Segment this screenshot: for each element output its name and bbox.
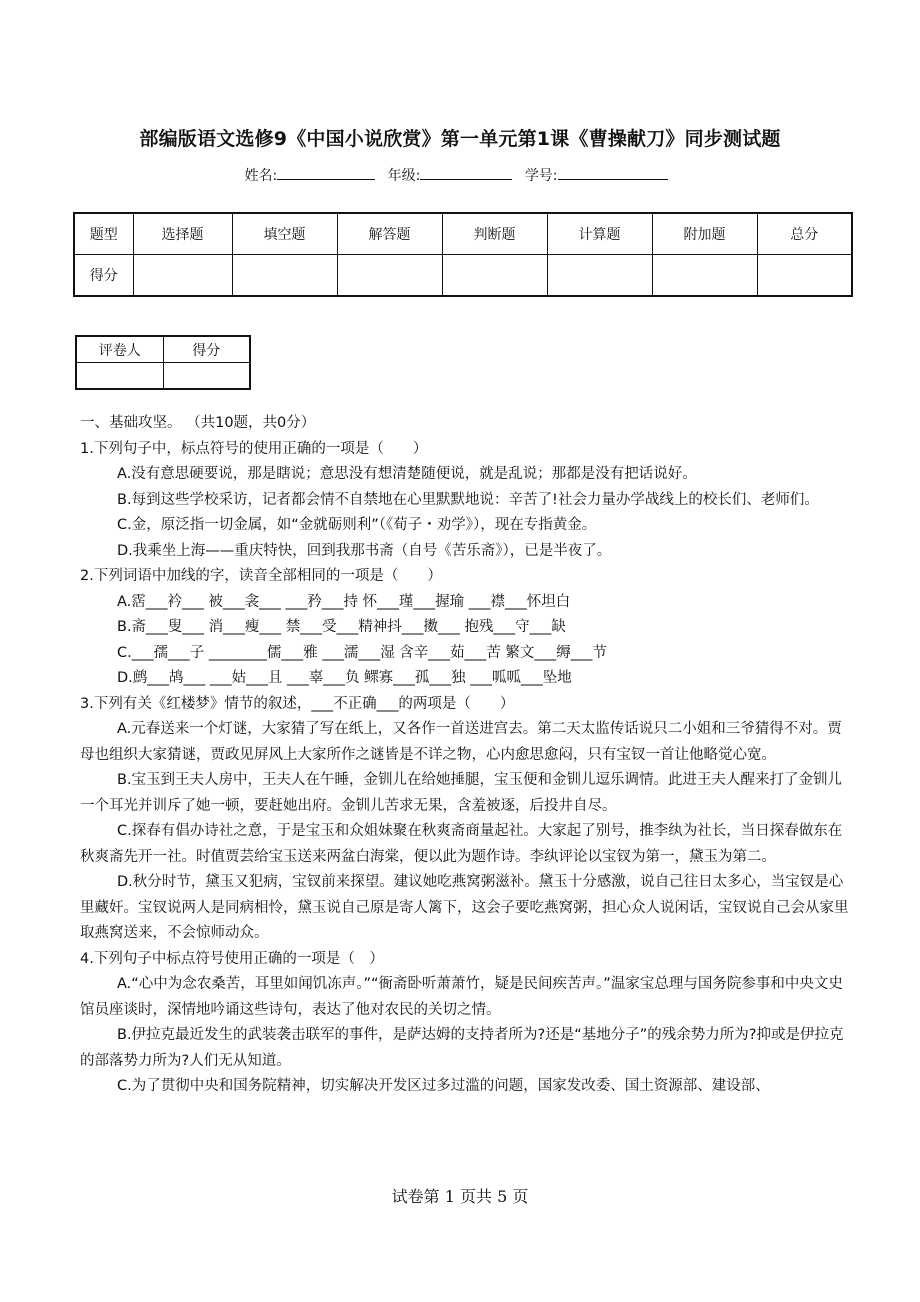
- student-info: [0, 165, 920, 185]
- grade-field[interactable]: [420, 178, 512, 180]
- grader-cell[interactable]: [76, 363, 163, 390]
- id-field[interactable]: [558, 178, 668, 180]
- grader-input-row: [76, 363, 250, 390]
- score-header-cell: 填空题: [232, 213, 337, 255]
- score-header-cell: 解答题: [337, 213, 442, 255]
- option-text: C.为了贯彻中央和国务院精神，切实解决开发区过多过滥的问题，国家发改委、国土资源部、建设部、: [117, 1078, 770, 1094]
- option-text: B.伊拉克最近发生的武装袭击联军的事件，是萨达姆的支持者所为?还是“基地分子”的残余势力所为?抑或是伊拉克的部落势力所为?人们无从知道。: [80, 1027, 844, 1069]
- grader-header-cell: 得分: [163, 336, 250, 363]
- score-table: [73, 212, 853, 297]
- question-text: 3.下列有关《红楼梦》情节的叙述，___不正确___的两项是（ ）: [80, 695, 515, 712]
- question-text: 1.下列句子中，标点符号的使用正确的一项是（ ）: [80, 440, 428, 457]
- name-label: 姓名:: [244, 168, 278, 184]
- score-cell[interactable]: [757, 255, 852, 297]
- score-cell[interactable]: [547, 255, 652, 297]
- question-text: 2.下列词语中加线的字，读音全部相同的一项是（ ）: [80, 568, 442, 584]
- option-text: A.元春送来一个灯谜，大家猜了写在纸上，又各作一首送进宫去。第二天太监传话说只二小姐和三爷猜得不对。贾母也组织大家猜谜，贾政见屏风上大家所作之谜皆是不详之物，心内愈思愈闷，只有宝钗一首让他略觉心宽。: [80, 721, 842, 763]
- option-text: A.没有意思硬要说，那是瞎说；意思没有想清楚随便说，就是乱说；那都是没有把话说好。: [117, 466, 697, 482]
- score-cell[interactable]: [232, 255, 337, 297]
- score-cell[interactable]: [442, 255, 547, 297]
- score-row-label: 得分: [74, 255, 133, 297]
- score-header-cell: 判断题: [442, 213, 547, 255]
- score-header-cell: 题型: [74, 213, 133, 255]
- grader-cell[interactable]: [163, 363, 250, 390]
- section-heading: 一、基础攻坚。 （共10题，共0分）: [80, 415, 316, 431]
- score-cell[interactable]: [652, 255, 757, 297]
- page-title: 部编版语文选修9《中国小说欣赏》第一单元第1课《曹操献刀》同步测试题: [139, 128, 781, 150]
- grader-header-row: [76, 336, 250, 363]
- grade-label: 年级:: [387, 168, 421, 184]
- score-cell[interactable]: [133, 255, 232, 297]
- question-text: 4.下列句子中标点符号使用正确的一项是（ ）: [80, 950, 384, 967]
- option-text: B.每到这些学校采访，记者都会情不自禁地在心里默默地说：辛苦了!社会力量办学战线上的校长们、老师们。: [117, 491, 819, 508]
- id-label: 学号:: [524, 168, 558, 184]
- score-header-cell: 总分: [757, 213, 852, 255]
- option-text: D.秋分时节，黛玉又犯病，宝钗前来探望。建议她吃燕窝粥滋补。黛玉十分感激，说自己往日太多心，当宝钗是心里藏奸。宝钗说两人是同病相怜，黛玉说自己原是寄人篱下，这会子要吃燕窝粥，担心众人说闲话，宝钗说自己会从家里取燕窝送来，不会惊师动众。: [80, 874, 849, 941]
- score-cell[interactable]: [337, 255, 442, 297]
- score-table-score-row: [74, 255, 852, 297]
- option-text: C.金，原泛指一切金属，如“金就砺则利”（《荀子・劝学》），现在专指黄金。: [117, 517, 597, 533]
- name-field[interactable]: [277, 178, 375, 180]
- score-header-cell: 计算题: [547, 213, 652, 255]
- option-text: B.宝玉到王夫人房中，王夫人在午睡，金钏儿在给她捶腿，宝玉便和金钏儿逗乐调情。此进王夫人醒来打了金钏儿一个耳光并训斥了她一顿，要赶她出府。金钏儿苦求无果，含羞被逐，后投井自尽。: [80, 772, 843, 814]
- grader-table: [75, 335, 251, 390]
- option-text: A.“心中为念农桑苦，耳里如闻饥冻声。”“衙斋卧听萧萧竹，疑是民间疾苦声。”温家宝总理与国务院参事和中央文史馆员座谈时，深情地吟诵这些诗句，表达了他对农民的关切之情。: [80, 976, 843, 1018]
- option-text: C.探春有倡办诗社之意，于是宝玉和众姐妹聚在秋爽斋商量起社。大家起了别号，推李纨为社长，当日探春做东在秋爽斋先开一社。时值贾芸给宝玉送来两盆白海棠，便以此为题作诗。李纨评论以宝钗为第一，黛玉为第二。: [80, 823, 843, 865]
- score-table-header-row: [74, 213, 852, 255]
- option-text: D.鹧___鸪___ ___姑___且 ___辜___负 鳏寡___孤___独 ___呱呱___坠地: [117, 670, 572, 686]
- question-body: [80, 411, 850, 1100]
- grader-header-cell: 评卷人: [76, 336, 163, 363]
- score-header-cell: 选择题: [133, 213, 232, 255]
- page-footer: 试卷第 1 页共 5 页: [391, 1187, 529, 1206]
- option-text: A.霑___衿___ 被___衾___ ___矜___持 怀___瑾___握瑜 ___襟___怀坦白: [117, 593, 571, 610]
- score-header-cell: 附加题: [652, 213, 757, 255]
- option-text: B.斋___叟___ 消___瘦___ 禁___受___精神抖___擞___ 抱残___守___缺: [117, 619, 566, 635]
- option-text: D.我乘坐上海——重庆特快，回到我那书斋（自号《苦乐斋》），已是半夜了。: [117, 542, 612, 559]
- option-text: C.___孺___子 ________儒___雅 ___濡___湿 含辛___茹___苦 繁文___缛___节: [117, 644, 607, 661]
